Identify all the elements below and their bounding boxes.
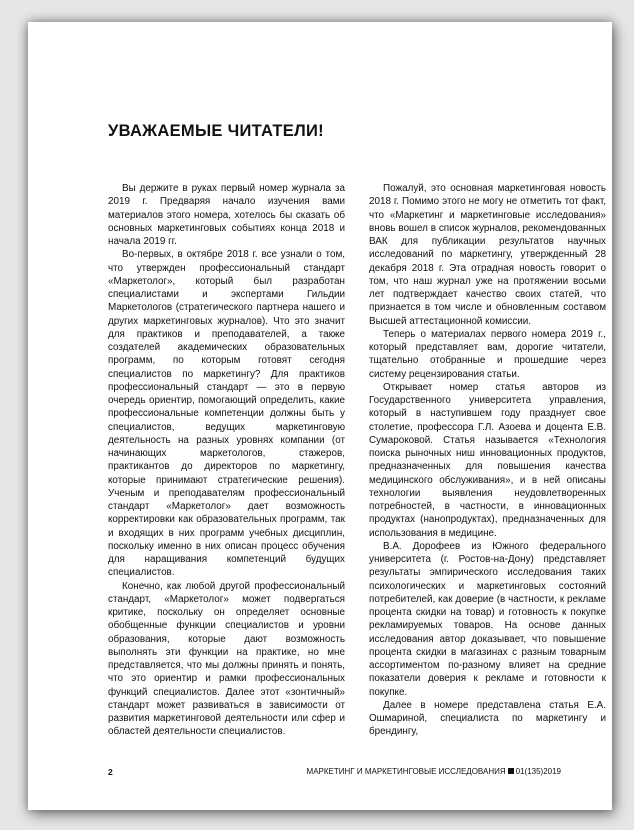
right-column bbox=[369, 182, 606, 739]
paragraph: В.А. Дорофеев из Южного федерального университета (г. Ростов-на-Дону) представляет результаты эмпирического исследования таких психологических и маркетинговых состояний потребителей, как доверие (в частности, к рекламе процента скидки на товар) и готовность к покупке рекламируемых товаров. На основе данных исследования автор доказывает, что повышение процента скидки в магазинах с разным товарным ассортиментом по-разному влияет на средние показатели доверия к рекламе и готовности к покупке. bbox=[369, 540, 606, 698]
paragraph: Далее в номере представлена статья Е.А. Ошмариной, специалиста по маркетингу и брендингу, bbox=[369, 699, 606, 738]
magazine-page bbox=[28, 22, 612, 810]
journal-footer bbox=[307, 767, 561, 776]
paragraph: Теперь о материалах первого номера 2019 г., который представляет вам, дорогие читатели, тщательно отобранные и прошедшие через систему рецензирования статьи. bbox=[369, 328, 606, 380]
paragraph: Конечно, как любой другой профессиональный стандарт, «Маркетолог» может подвергаться критике, поскольку он определяет основные обобщенные функции специалистов и уровни образования, которые дают возможность выполнять эти функции на практике, но мне представляется, что мы должны принять и понять, что это ориентир и рамки профессиональных функций специалистов. Далее этот «зонтичный» стандарт может развиваться в зависимости от развития маркетинговой деятельности или сфер и областей деятельности специалистов. bbox=[108, 580, 345, 738]
square-separator-icon bbox=[508, 768, 514, 774]
paragraph: Открывает номер статья авторов из Государственного университета управления, который в наступившем году празднует свое столетие, профессора Г.Л. Азоева и доцента Е.В. Сумароковой. Статья называется «Технология поиска рыночных ниш инновационных продуктов, предназначенных для повышения качества медицинского обслуживания», и в ней описаны технологии выявления неудовлетворенных потребностей, в частности, в инновационных продуктах (нанопродуктах), предназначенных для использования в медицине. bbox=[369, 381, 606, 539]
paragraph: Вы держите в руках первый номер журнала за 2019 г. Предваряя начало изучения вами материалов этого номера, хотелось бы сказать об основных маркетинговых событиях конца 2018 и начала 2019 гг. bbox=[108, 183, 345, 247]
paragraph: Пожалуй, это основная маркетинговая новость 2018 г. Помимо этого не могу не отметить тот факт, что «Маркетинг и маркетинговые исследования» вновь вошел в список журналов, рекомендованных ВАК для публикации результатов научных исследований по маркетингу, утвержденный 28 декабря 2018 г. Эта отрадная новость говорит о том, что наш журнал уже на протяжении восьми лет подтверждает качество своих статей, что признается в том числе и обновленным составом Высшей аттестационной комиссии. bbox=[369, 183, 606, 327]
page-heading: УВАЖАЕМЫЕ ЧИТАТЕЛИ! bbox=[108, 122, 324, 140]
left-column bbox=[108, 182, 345, 739]
paragraph: Во-первых, в октябре 2018 г. все узнали о том, что утвержден профессиональный стандарт «Маркетолог», который был разработан специалистами и экспертами Гильдии Маркетологов (стратегического партнера нашего и других маркетинговых журналов). Что это значит для практиков и преподавателей, а также создателей академических образовательных программ, по которым готовят сегодня специалистов по маркетингу? Для практиков профессиональный стандарт — это в первую очередь ориентир, помогающий определить, какие профессиональные компетенции должны быть у специалистов, ведущих маркетинговую деятельность на разных уровнях компании (от начинающих маркетологов, стажеров, практикантов до директоров по маркетингу, которые принимают стратегические решения). Ученым и преподавателям профессиональный стандарт «Маркетолог» дает возможность корректировки как образовательных программ, так и входящих в них программ учебных дисциплин, поскольку именно в них описан процесс обучения для наращивания компетенций будущих специалистов. bbox=[108, 249, 345, 579]
journal-name: МАРКЕТИНГ И МАРКЕТИНГОВЫЕ ИССЛЕДОВАНИЯ bbox=[306, 767, 506, 776]
issue-number: 01(135)2019 bbox=[515, 767, 561, 776]
page-number: 2 bbox=[108, 767, 113, 777]
